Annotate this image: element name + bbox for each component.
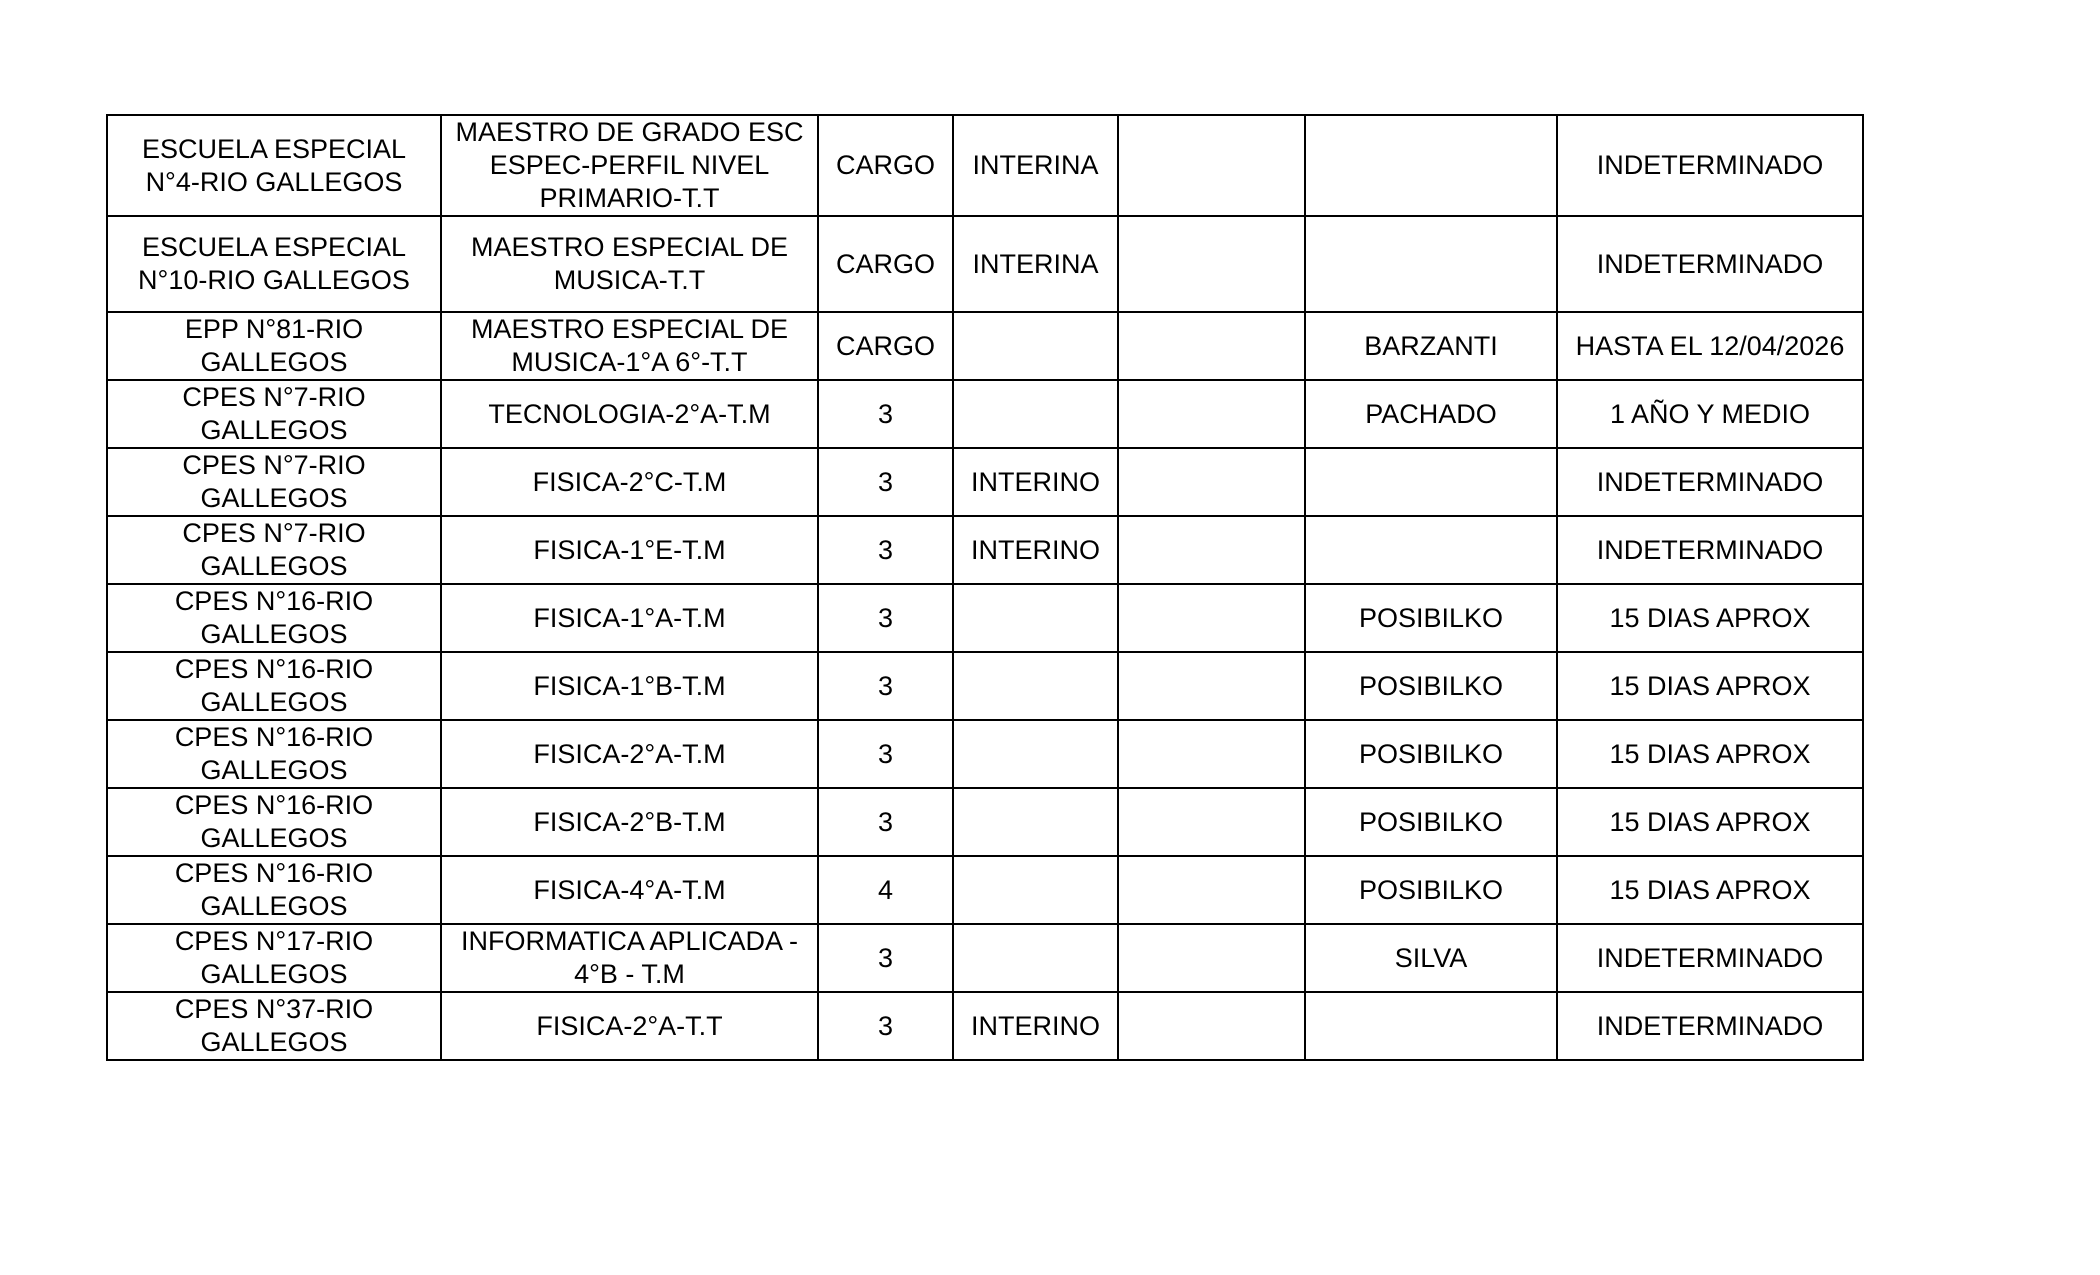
status-cell: INTERINA (953, 115, 1118, 216)
school-cell: CPES N°16-RIO GALLEGOS (107, 584, 441, 652)
replaced-cell: SILVA (1305, 924, 1557, 992)
replaced-cell (1305, 516, 1557, 584)
status-cell (953, 652, 1118, 720)
table-row (107, 856, 1863, 924)
school-cell: CPES N°37-RIO GALLEGOS (107, 992, 441, 1060)
replaced-cell: BARZANTI (1305, 312, 1557, 380)
position-cell: FISICA-1°B-T.M (441, 652, 818, 720)
duration-cell: 15 DIAS APROX (1557, 856, 1863, 924)
empty-cell (1118, 516, 1305, 584)
school-cell: CPES N°17-RIO GALLEGOS (107, 924, 441, 992)
status-cell: INTERINO (953, 992, 1118, 1060)
duration-cell: INDETERMINADO (1557, 216, 1863, 312)
duration-cell: INDETERMINADO (1557, 448, 1863, 516)
school-cell: EPP N°81-RIO GALLEGOS (107, 312, 441, 380)
empty-cell (1118, 652, 1305, 720)
hours-cell: CARGO (818, 216, 953, 312)
empty-cell (1118, 216, 1305, 312)
duration-cell: 15 DIAS APROX (1557, 720, 1863, 788)
duration-cell: INDETERMINADO (1557, 516, 1863, 584)
replaced-cell: POSIBILKO (1305, 856, 1557, 924)
duration-cell: INDETERMINADO (1557, 992, 1863, 1060)
duration-cell: 1 AÑO Y MEDIO (1557, 380, 1863, 448)
hours-cell: 3 (818, 992, 953, 1060)
duration-cell: HASTA EL 12/04/2026 (1557, 312, 1863, 380)
status-cell (953, 584, 1118, 652)
table-row (107, 924, 1863, 992)
replaced-cell (1305, 115, 1557, 216)
duration-cell: INDETERMINADO (1557, 924, 1863, 992)
position-cell: FISICA-4°A-T.M (441, 856, 818, 924)
school-cell: CPES N°16-RIO GALLEGOS (107, 788, 441, 856)
duration-cell: INDETERMINADO (1557, 115, 1863, 216)
table-row (107, 516, 1863, 584)
school-cell: ESCUELA ESPECIAL N°10-RIO GALLEGOS (107, 216, 441, 312)
duration-cell: 15 DIAS APROX (1557, 788, 1863, 856)
status-cell: INTERINO (953, 448, 1118, 516)
school-cell: ESCUELA ESPECIAL N°4-RIO GALLEGOS (107, 115, 441, 216)
replaced-cell: POSIBILKO (1305, 652, 1557, 720)
position-cell: FISICA-1°A-T.M (441, 584, 818, 652)
position-cell: MAESTRO ESPECIAL DE MUSICA-T.T (441, 216, 818, 312)
empty-cell (1118, 448, 1305, 516)
school-cell: CPES N°16-RIO GALLEGOS (107, 652, 441, 720)
status-cell (953, 924, 1118, 992)
empty-cell (1118, 115, 1305, 216)
hours-cell: 3 (818, 652, 953, 720)
position-cell: MAESTRO ESPECIAL DE MUSICA-1°A 6°-T.T (441, 312, 818, 380)
hours-cell: 3 (818, 924, 953, 992)
school-cell: CPES N°16-RIO GALLEGOS (107, 856, 441, 924)
hours-cell: 3 (818, 720, 953, 788)
position-cell: FISICA-2°B-T.M (441, 788, 818, 856)
empty-cell (1118, 924, 1305, 992)
table-row (107, 380, 1863, 448)
replaced-cell (1305, 448, 1557, 516)
replaced-cell (1305, 216, 1557, 312)
empty-cell (1118, 720, 1305, 788)
status-cell (953, 856, 1118, 924)
status-cell (953, 380, 1118, 448)
hours-cell: 3 (818, 448, 953, 516)
position-cell: MAESTRO DE GRADO ESC ESPEC-PERFIL NIVEL PRIMARIO-T.T (441, 115, 818, 216)
empty-cell (1118, 312, 1305, 380)
status-cell: INTERINA (953, 216, 1118, 312)
hours-cell: 3 (818, 380, 953, 448)
hours-cell: 3 (818, 516, 953, 584)
position-cell: FISICA-2°A-T.M (441, 720, 818, 788)
school-cell: CPES N°7-RIO GALLEGOS (107, 448, 441, 516)
empty-cell (1118, 788, 1305, 856)
empty-cell (1118, 856, 1305, 924)
position-cell: FISICA-2°C-T.M (441, 448, 818, 516)
duration-cell: 15 DIAS APROX (1557, 584, 1863, 652)
school-cell: CPES N°7-RIO GALLEGOS (107, 380, 441, 448)
document-page (106, 114, 1864, 1061)
replaced-cell: POSIBILKO (1305, 720, 1557, 788)
hours-cell: 4 (818, 856, 953, 924)
replaced-cell: POSIBILKO (1305, 788, 1557, 856)
status-cell: INTERINO (953, 516, 1118, 584)
replaced-cell: PACHADO (1305, 380, 1557, 448)
empty-cell (1118, 992, 1305, 1060)
duration-cell: 15 DIAS APROX (1557, 652, 1863, 720)
position-cell: FISICA-1°E-T.M (441, 516, 818, 584)
position-cell: INFORMATICA APLICADA - 4°B - T.M (441, 924, 818, 992)
table-row (107, 652, 1863, 720)
empty-cell (1118, 380, 1305, 448)
table-row (107, 788, 1863, 856)
status-cell (953, 720, 1118, 788)
table-row (107, 448, 1863, 516)
status-cell (953, 788, 1118, 856)
status-cell (953, 312, 1118, 380)
table-row (107, 992, 1863, 1060)
table-row (107, 720, 1863, 788)
replaced-cell (1305, 992, 1557, 1060)
table-row (107, 216, 1863, 312)
hours-cell: 3 (818, 788, 953, 856)
table-row (107, 115, 1863, 216)
table-row (107, 584, 1863, 652)
school-cell: CPES N°16-RIO GALLEGOS (107, 720, 441, 788)
hours-cell: CARGO (818, 115, 953, 216)
position-cell: FISICA-2°A-T.T (441, 992, 818, 1060)
hours-cell: CARGO (818, 312, 953, 380)
position-cell: TECNOLOGIA-2°A-T.M (441, 380, 818, 448)
vacancies-table (106, 114, 1864, 1061)
school-cell: CPES N°7-RIO GALLEGOS (107, 516, 441, 584)
replaced-cell: POSIBILKO (1305, 584, 1557, 652)
hours-cell: 3 (818, 584, 953, 652)
empty-cell (1118, 584, 1305, 652)
table-row (107, 312, 1863, 380)
